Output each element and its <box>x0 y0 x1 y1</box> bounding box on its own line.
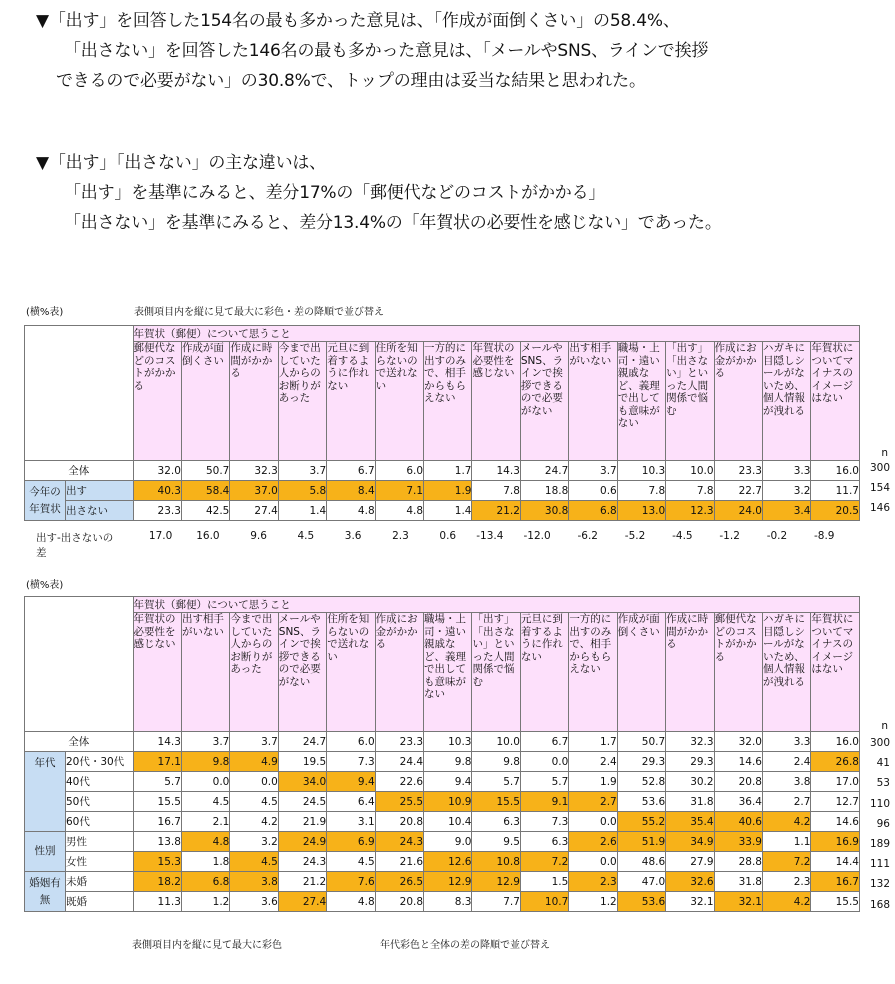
data-cell: 4.8 <box>327 501 375 521</box>
data-cell: 6.8 <box>181 872 229 892</box>
data-cell: 40.3 <box>133 481 181 501</box>
table2-title: 年賀状（郵便）について思うこと <box>133 597 859 613</box>
data-cell: 3.3 <box>763 732 811 752</box>
summary-paragraph-1 <box>36 6 708 96</box>
data-cell: 32.0 <box>714 732 762 752</box>
data-cell: 26.5 <box>375 872 423 892</box>
data-cell: 32.0 <box>133 461 181 481</box>
data-cell: 1.7 <box>569 732 617 752</box>
data-cell: 3.2 <box>763 481 811 501</box>
data-cell: 17.1 <box>133 752 181 772</box>
data-cell: 32.3 <box>230 461 278 481</box>
data-cell: 14.6 <box>714 752 762 772</box>
table1 <box>24 325 860 521</box>
data-cell: 12.6 <box>424 852 472 872</box>
data-cell: 10.3 <box>617 461 665 481</box>
data-cell: 3.6 <box>230 892 278 912</box>
diff-value: 3.6 <box>344 530 362 542</box>
column-header: 出す相手がいない <box>181 613 229 732</box>
data-cell: 2.4 <box>763 752 811 772</box>
data-cell: 29.3 <box>617 752 665 772</box>
column-header: 郵便代などのコストがかかる <box>133 342 181 461</box>
data-cell: 19.5 <box>278 752 326 772</box>
data-cell: 8.3 <box>424 892 472 912</box>
data-cell: 14.3 <box>472 461 520 481</box>
data-cell: 7.8 <box>617 481 665 501</box>
data-cell: 4.2 <box>230 812 278 832</box>
data-cell: 20.8 <box>375 812 423 832</box>
data-cell: 7.2 <box>520 852 568 872</box>
column-header: 「出す」「出さない」といった人間関係で悩む <box>472 613 520 732</box>
column-header: 年賀状についてマイナスのイメージはない <box>811 613 860 732</box>
data-cell: 6.0 <box>327 732 375 752</box>
diff-value: 2.3 <box>392 530 409 542</box>
column-header: 一方的に出すのみで、相手からもらえない <box>569 613 617 732</box>
data-cell: 1.8 <box>181 852 229 872</box>
data-cell: 9.4 <box>424 772 472 792</box>
column-header: 作成に時間がかかる <box>666 613 714 732</box>
data-cell: 6.9 <box>327 832 375 852</box>
data-cell: 10.4 <box>424 812 472 832</box>
n-value: 189 <box>869 838 890 850</box>
data-cell: 51.9 <box>617 832 665 852</box>
data-cell: 15.3 <box>133 852 181 872</box>
row-label: 既婚 <box>65 892 133 912</box>
data-cell: 50.7 <box>617 732 665 752</box>
data-cell: 27.4 <box>230 501 278 521</box>
data-cell: 5.7 <box>520 772 568 792</box>
data-cell: 3.7 <box>278 461 326 481</box>
data-cell: 11.7 <box>811 481 860 501</box>
n-value: 53 <box>876 777 890 790</box>
data-cell: 10.0 <box>472 732 520 752</box>
table1-note: 表側項目内を縦に見て最大に彩色・差の降順で並び替え <box>134 307 384 318</box>
data-cell: 3.3 <box>763 461 811 481</box>
data-cell: 4.8 <box>181 832 229 852</box>
data-cell: 13.8 <box>133 832 181 852</box>
data-cell: 13.0 <box>617 501 665 521</box>
column-header: 住所を知らないので送れない <box>375 342 423 461</box>
data-cell: 32.1 <box>666 892 714 912</box>
column-header: 作成にお金がかかる <box>714 342 762 461</box>
data-cell: 14.6 <box>811 812 860 832</box>
data-cell: 1.4 <box>278 501 326 521</box>
data-cell: 30.8 <box>520 501 568 521</box>
data-cell: 7.8 <box>666 481 714 501</box>
data-cell: 4.8 <box>327 892 375 912</box>
data-cell: 17.0 <box>811 772 860 792</box>
data-cell: 1.1 <box>763 832 811 852</box>
data-cell: 7.6 <box>327 872 375 892</box>
row-label: 全体 <box>25 461 134 481</box>
row-group-label: 婚姻有無 <box>25 872 66 912</box>
summary-line: 「出さない」を基準にみると、差分13.4%の「年賀状の必要性を感じない」であった。 <box>64 213 722 233</box>
data-cell: 0.0 <box>569 852 617 872</box>
column-header: 今まで出していた人からのお断りがあった <box>230 613 278 732</box>
data-cell: 0.0 <box>520 752 568 772</box>
diff-value: 17.0 <box>148 530 173 542</box>
data-cell: 14.4 <box>811 852 860 872</box>
data-cell: 29.3 <box>666 752 714 772</box>
data-cell: 20.8 <box>714 772 762 792</box>
data-cell: 4.5 <box>230 852 278 872</box>
data-cell: 10.7 <box>520 892 568 912</box>
data-cell: 1.5 <box>520 872 568 892</box>
data-cell: 20.5 <box>811 501 860 521</box>
data-cell: 4.2 <box>763 812 811 832</box>
data-cell: 28.8 <box>714 852 762 872</box>
row-group-label: 今年の年賀状 <box>25 481 66 521</box>
data-cell: 1.9 <box>569 772 617 792</box>
column-header: 一方的に出すのみで、相手からもらえない <box>424 342 472 461</box>
data-cell: 21.2 <box>472 501 520 521</box>
data-cell: 1.4 <box>424 501 472 521</box>
data-cell: 3.8 <box>763 772 811 792</box>
data-cell: 21.6 <box>375 852 423 872</box>
data-cell: 3.1 <box>327 812 375 832</box>
table2 <box>24 596 860 912</box>
data-cell: 21.2 <box>278 872 326 892</box>
data-cell: 2.1 <box>181 812 229 832</box>
table2-note-left: 表側項目内を縦に見て最大に彩色 <box>132 940 282 951</box>
data-cell: 10.3 <box>424 732 472 752</box>
data-cell: 48.6 <box>617 852 665 872</box>
data-cell: 24.3 <box>278 852 326 872</box>
table1-title: 年賀状（郵便）について思うこと <box>133 326 859 342</box>
row-label: 50代 <box>65 792 133 812</box>
row-label: 20代・30代 <box>65 752 133 772</box>
data-cell: 23.3 <box>133 501 181 521</box>
data-cell: 36.4 <box>714 792 762 812</box>
summary-paragraph-2 <box>36 148 722 238</box>
row-label: 男性 <box>65 832 133 852</box>
data-cell: 9.0 <box>424 832 472 852</box>
data-cell: 9.8 <box>181 752 229 772</box>
data-cell: 23.3 <box>714 461 762 481</box>
data-cell: 24.3 <box>375 832 423 852</box>
summary-line: 「出さない」を回答した146名の最も多かった意見は、「メールやSNS、ラインで挨拶 <box>64 41 709 61</box>
summary-line: できるので必要がない」の30.8%で、トップの理由は妥当な結果と思われた。 <box>56 71 646 91</box>
data-cell: 34.9 <box>666 832 714 852</box>
data-cell: 24.7 <box>520 461 568 481</box>
data-cell: 12.9 <box>472 872 520 892</box>
column-header: 「出す」「出さない」といった人間関係で悩む <box>666 342 714 461</box>
data-cell: 24.9 <box>278 832 326 852</box>
data-cell: 3.4 <box>763 501 811 521</box>
data-cell: 11.3 <box>133 892 181 912</box>
data-cell: 34.0 <box>278 772 326 792</box>
data-cell: 32.6 <box>666 872 714 892</box>
data-cell: 2.7 <box>763 792 811 812</box>
diff-value: 4.5 <box>297 530 315 542</box>
data-cell: 1.2 <box>181 892 229 912</box>
column-header: 職場・上司・遠い親戚など、義理で出しても意味がない <box>617 342 665 461</box>
data-cell: 31.8 <box>714 872 762 892</box>
column-header: 年賀状の必要性を感じない <box>472 342 520 461</box>
data-cell: 15.5 <box>472 792 520 812</box>
data-cell: 9.8 <box>472 752 520 772</box>
n-value: 111 <box>869 858 890 871</box>
data-cell: 21.9 <box>278 812 326 832</box>
row-label: 60代 <box>65 812 133 832</box>
n-value: 110 <box>869 797 890 810</box>
data-cell: 32.3 <box>666 732 714 752</box>
data-cell: 1.9 <box>424 481 472 501</box>
row-group-label: 性別 <box>25 832 66 872</box>
data-cell: 18.8 <box>520 481 568 501</box>
summary-line: ▼「出す」を回答した154名の最も多かった意見は、「作成が面倒くさい」の58.4%、 <box>36 11 680 31</box>
n-value: 300 <box>869 462 890 474</box>
data-cell: 7.8 <box>472 481 520 501</box>
data-cell: 26.8 <box>811 752 860 772</box>
data-cell: 7.2 <box>763 852 811 872</box>
data-cell: 18.2 <box>133 872 181 892</box>
data-cell: 6.8 <box>569 501 617 521</box>
column-header: 作成が面倒くさい <box>181 342 229 461</box>
data-cell: 6.7 <box>520 732 568 752</box>
n-label: n <box>881 447 888 459</box>
data-cell: 16.7 <box>133 812 181 832</box>
column-header: ハガキに目隠しシールがないため、個人情報が洩れる <box>763 613 811 732</box>
data-cell: 7.1 <box>375 481 423 501</box>
data-cell: 25.5 <box>375 792 423 812</box>
summary-line: 「出す」を基準にみると、差分17%の「郵便代などのコストがかかる」 <box>64 183 606 203</box>
row-label: 出す <box>65 481 133 501</box>
data-cell: 7.7 <box>472 892 520 912</box>
data-cell: 52.8 <box>617 772 665 792</box>
n-value: 41 <box>876 757 890 770</box>
diff-value: -12.0 <box>523 530 551 542</box>
data-cell: 4.2 <box>763 892 811 912</box>
data-cell: 4.5 <box>327 852 375 872</box>
diff-label: 出す-出さないの差 <box>36 532 114 559</box>
data-cell: 9.1 <box>520 792 568 812</box>
diff-value: -5.2 <box>624 530 646 542</box>
data-cell: 16.0 <box>811 732 860 752</box>
column-header: 住所を知らないので送れない <box>327 613 375 732</box>
data-cell: 3.7 <box>230 732 278 752</box>
data-cell: 35.4 <box>666 812 714 832</box>
data-cell: 6.7 <box>327 461 375 481</box>
data-cell: 50.7 <box>181 461 229 481</box>
data-cell: 16.9 <box>811 832 860 852</box>
data-cell: 3.2 <box>230 832 278 852</box>
row-label: 女性 <box>65 852 133 872</box>
data-cell: 3.7 <box>181 732 229 752</box>
data-cell: 12.3 <box>666 501 714 521</box>
table2-corner <box>25 597 134 732</box>
data-cell: 24.7 <box>278 732 326 752</box>
data-cell: 23.3 <box>375 732 423 752</box>
row-label: 全体 <box>25 732 134 752</box>
data-cell: 40.6 <box>714 812 762 832</box>
data-cell: 16.7 <box>811 872 860 892</box>
data-cell: 15.5 <box>811 892 860 912</box>
data-cell: 15.5 <box>133 792 181 812</box>
data-cell: 55.2 <box>617 812 665 832</box>
data-cell: 10.8 <box>472 852 520 872</box>
n-label: n <box>881 720 888 732</box>
diff-value: -6.2 <box>577 530 598 542</box>
data-cell: 2.7 <box>569 792 617 812</box>
data-cell: 16.0 <box>811 461 860 481</box>
data-cell: 2.3 <box>569 872 617 892</box>
column-header: 今まで出していた人からのお断りがあった <box>278 342 326 461</box>
data-cell: 9.5 <box>472 832 520 852</box>
data-cell: 53.6 <box>617 792 665 812</box>
data-cell: 22.6 <box>375 772 423 792</box>
n-value: 168 <box>869 898 890 911</box>
data-cell: 2.3 <box>763 872 811 892</box>
data-cell: 6.4 <box>327 792 375 812</box>
data-cell: 32.1 <box>714 892 762 912</box>
column-header: 出す相手がいない <box>569 342 617 461</box>
data-cell: 27.9 <box>666 852 714 872</box>
column-header: 作成が面倒くさい <box>617 613 665 732</box>
column-header: メールやSNS、ラインで挨拶できるので必要がない <box>278 613 326 732</box>
row-label: 未婚 <box>65 872 133 892</box>
data-cell: 53.6 <box>617 892 665 912</box>
data-cell: 2.4 <box>569 752 617 772</box>
data-cell: 27.4 <box>278 892 326 912</box>
data-cell: 0.6 <box>569 481 617 501</box>
data-cell: 10.9 <box>424 792 472 812</box>
data-cell: 14.3 <box>133 732 181 752</box>
table2-note-right: 年代彩色と全体の差の降順で並び替え <box>380 940 550 951</box>
row-label: 40代 <box>65 772 133 792</box>
data-cell: 24.4 <box>375 752 423 772</box>
n-value: 154 <box>869 482 890 494</box>
data-cell: 47.0 <box>617 872 665 892</box>
data-cell: 42.5 <box>181 501 229 521</box>
data-cell: 2.6 <box>569 832 617 852</box>
data-cell: 22.7 <box>714 481 762 501</box>
data-cell: 30.2 <box>666 772 714 792</box>
data-cell: 0.0 <box>569 812 617 832</box>
column-header: 作成にお金がかかる <box>375 613 423 732</box>
diff-value: 0.6 <box>439 530 457 542</box>
data-cell: 8.4 <box>327 481 375 501</box>
data-cell: 7.3 <box>520 812 568 832</box>
table2-unit: (横%表) <box>26 580 64 591</box>
data-cell: 4.8 <box>375 501 423 521</box>
column-header: ハガキに目隠しシールがないため、個人情報が洩れる <box>763 342 811 461</box>
data-cell: 12.7 <box>811 792 860 812</box>
data-cell: 37.0 <box>230 481 278 501</box>
data-cell: 58.4 <box>181 481 229 501</box>
data-cell: 9.8 <box>424 752 472 772</box>
data-cell: 31.8 <box>666 792 714 812</box>
diff-value: -13.4 <box>476 530 504 542</box>
column-header: 職場・上司・遠い親戚など、義理で出しても意味がない <box>424 613 472 732</box>
row-label: 出さない <box>65 501 133 521</box>
data-cell: 33.9 <box>714 832 762 852</box>
data-cell: 5.7 <box>133 772 181 792</box>
data-cell: 4.9 <box>230 752 278 772</box>
data-cell: 6.3 <box>472 812 520 832</box>
column-header: 元旦に到着するように作れない <box>327 342 375 461</box>
data-cell: 0.0 <box>181 772 229 792</box>
data-cell: 5.7 <box>472 772 520 792</box>
summary-line: ▼「出す」「出さない」の主な違いは、 <box>36 153 326 173</box>
n-value: 300 <box>869 737 890 749</box>
column-header: 郵便代などのコストがかかる <box>714 613 762 732</box>
data-cell: 10.0 <box>666 461 714 481</box>
diff-value: 16.0 <box>196 530 220 542</box>
data-cell: 4.5 <box>181 792 229 812</box>
table1-corner <box>25 326 134 461</box>
column-header: 年賀状の必要性を感じない <box>133 613 181 732</box>
row-group-label: 年代 <box>25 752 66 832</box>
data-cell: 12.9 <box>424 872 472 892</box>
data-cell: 24.5 <box>278 792 326 812</box>
column-header: メールやSNS、ラインで挨拶できるので必要がない <box>520 342 568 461</box>
data-cell: 6.0 <box>375 461 423 481</box>
table1-unit: (横%表) <box>26 307 64 318</box>
data-cell: 4.5 <box>230 792 278 812</box>
column-header: 作成に時間がかかる <box>230 342 278 461</box>
n-value: 96 <box>876 817 890 830</box>
data-cell: 1.2 <box>569 892 617 912</box>
data-cell: 9.4 <box>327 772 375 792</box>
diff-value: -4.5 <box>672 530 693 542</box>
data-cell: 6.3 <box>520 832 568 852</box>
data-cell: 24.0 <box>714 501 762 521</box>
data-cell: 5.8 <box>278 481 326 501</box>
diff-value: 9.6 <box>250 530 267 542</box>
diff-value: -0.2 <box>766 530 788 542</box>
column-header: 元旦に到着するように作れない <box>520 613 568 732</box>
data-cell: 0.0 <box>230 772 278 792</box>
column-header: 年賀状についてマイナスのイメージはない <box>811 342 860 461</box>
data-cell: 7.3 <box>327 752 375 772</box>
n-value: 146 <box>869 502 890 514</box>
data-cell: 3.7 <box>569 461 617 481</box>
diff-value: -8.9 <box>813 530 835 542</box>
n-value: 132 <box>869 878 890 891</box>
data-cell: 20.8 <box>375 892 423 912</box>
data-cell: 1.7 <box>424 461 472 481</box>
diff-value: -1.2 <box>719 530 740 542</box>
data-cell: 3.8 <box>230 872 278 892</box>
